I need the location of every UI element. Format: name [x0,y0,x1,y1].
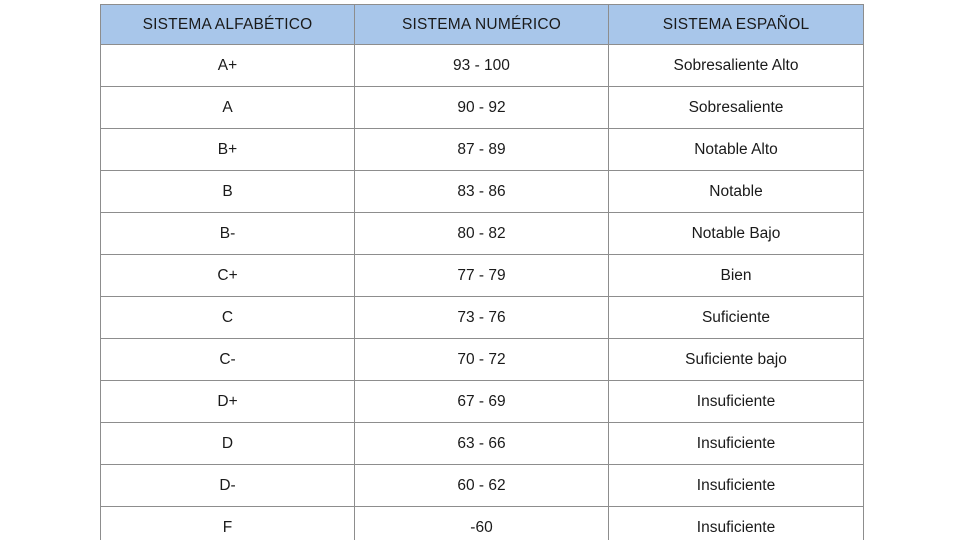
cell-alfabetico: B- [101,213,355,255]
cell-alfabetico: A+ [101,45,355,87]
column-header-numerico: SISTEMA NUMÉRICO [355,5,609,45]
table-row [101,87,864,129]
table-row [101,213,864,255]
cell-alfabetico: A [101,87,355,129]
table-row [101,507,864,540]
table-row [101,381,864,423]
column-header-alfabetico: SISTEMA ALFABÉTICO [101,5,355,45]
cell-numerico: 67 - 69 [355,381,609,423]
cell-alfabetico: B [101,171,355,213]
cell-espanol: Sobresaliente Alto [609,45,864,87]
cell-alfabetico: F [101,507,355,540]
table-body [101,45,864,540]
cell-numerico: 60 - 62 [355,465,609,507]
cell-espanol: Notable [609,171,864,213]
cell-numerico: 63 - 66 [355,423,609,465]
table-row [101,339,864,381]
cell-numerico: 77 - 79 [355,255,609,297]
table-row [101,465,864,507]
table-row [101,45,864,87]
table-row [101,171,864,213]
cell-espanol: Insuficiente [609,507,864,540]
cell-alfabetico: C+ [101,255,355,297]
table-row [101,129,864,171]
table-row [101,423,864,465]
cell-numerico: 93 - 100 [355,45,609,87]
cell-espanol: Notable Alto [609,129,864,171]
cell-alfabetico: B+ [101,129,355,171]
cell-numerico: 87 - 89 [355,129,609,171]
cell-numerico: 73 - 76 [355,297,609,339]
table-row [101,297,864,339]
cell-alfabetico: D- [101,465,355,507]
cell-numerico: 80 - 82 [355,213,609,255]
cell-espanol: Insuficiente [609,465,864,507]
table-header-row [101,5,864,45]
cell-numerico: 83 - 86 [355,171,609,213]
cell-numerico: 90 - 92 [355,87,609,129]
cell-numerico: 70 - 72 [355,339,609,381]
table-row [101,255,864,297]
cell-alfabetico: D [101,423,355,465]
table-header [101,5,864,45]
column-header-espanol: SISTEMA ESPAÑOL [609,5,864,45]
cell-numerico: -60 [355,507,609,540]
cell-espanol: Suficiente [609,297,864,339]
cell-alfabetico: C- [101,339,355,381]
cell-espanol: Insuficiente [609,381,864,423]
cell-alfabetico: C [101,297,355,339]
cell-alfabetico: D+ [101,381,355,423]
cell-espanol: Suficiente bajo [609,339,864,381]
cell-espanol: Bien [609,255,864,297]
cell-espanol: Sobresaliente [609,87,864,129]
cell-espanol: Notable Bajo [609,213,864,255]
grading-scale-table [100,4,864,540]
cell-espanol: Insuficiente [609,423,864,465]
